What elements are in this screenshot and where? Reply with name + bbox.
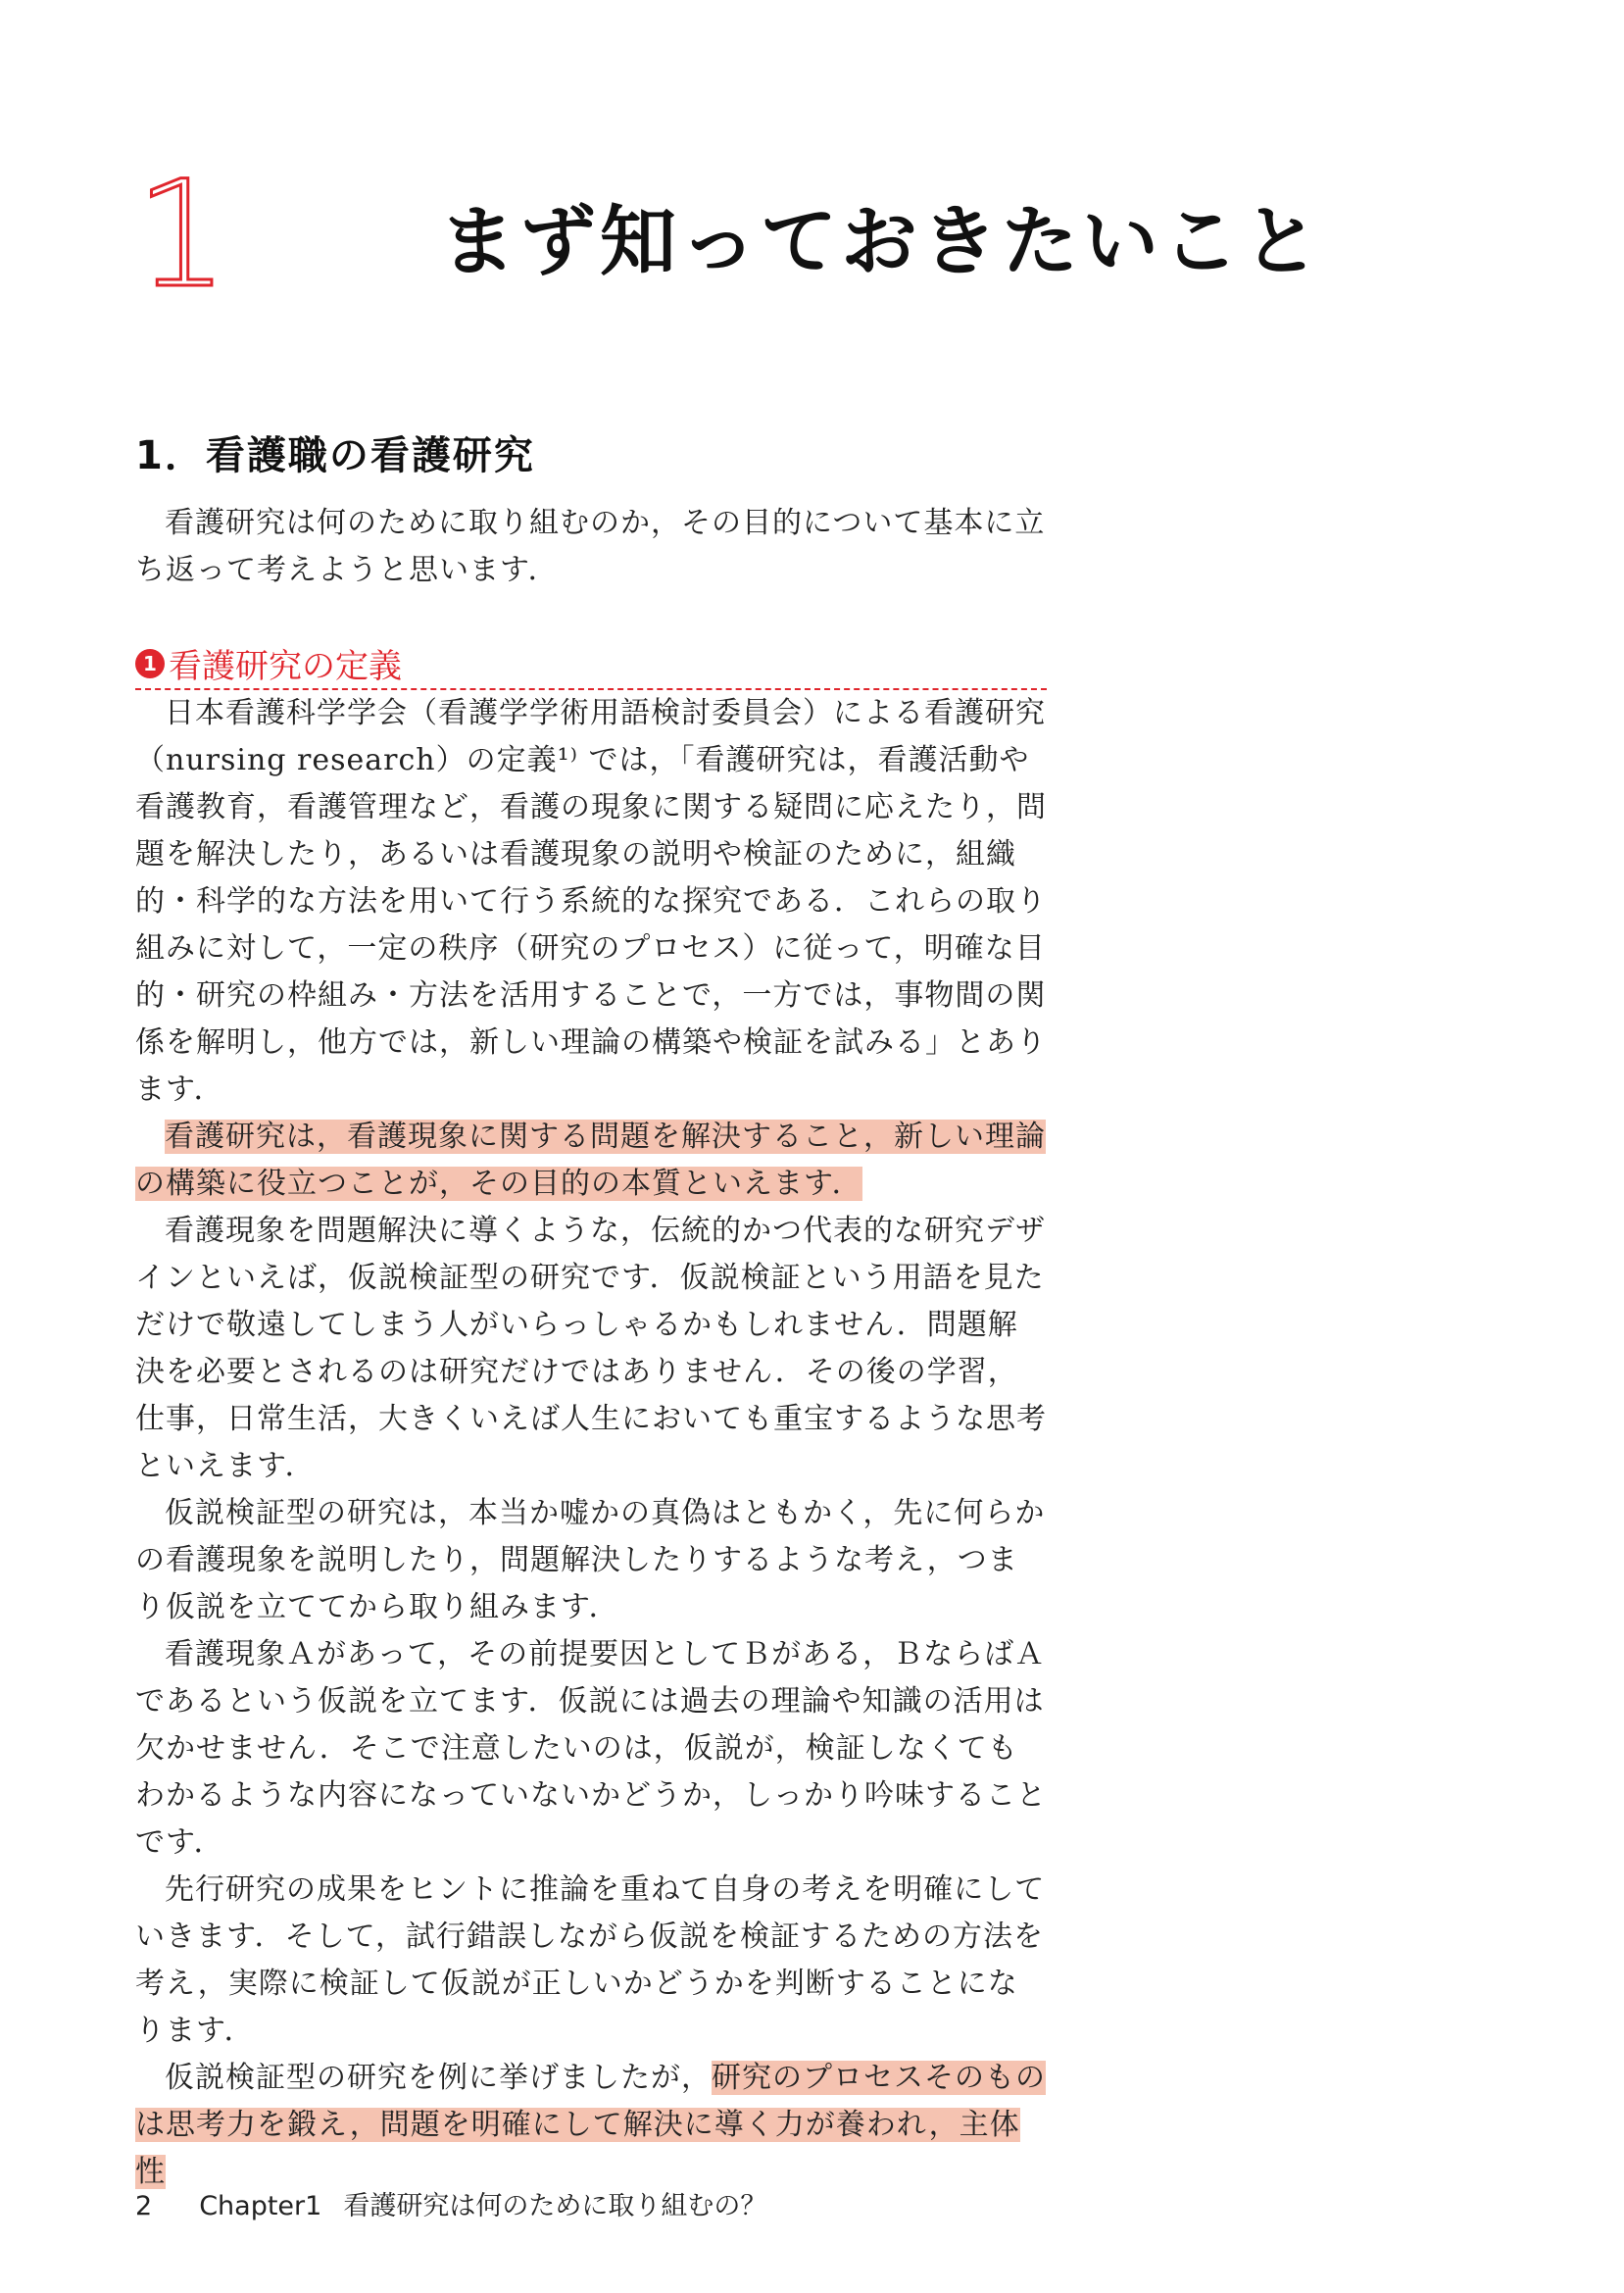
- chapter-number: 1: [135, 150, 229, 321]
- process-plain-text: 仮説検証型の研究を例に挙げましたが，: [165, 2061, 712, 2095]
- hypothesis-paragraph: 看護現象を問題解決に導くような，伝統的かつ代表的な研究デザインといえば，仮説検証型の研究です．仮説検証という用語を見ただけで敬遠してしまう人がいらっしゃるかもしれません．問題解決を必要とされるのは研究だけではありません．その後の学習，仕事，日常生活，大きくいえば人生においても重宝するような思考といえます．: [135, 1214, 1047, 1483]
- numbered-circle-icon: 1: [135, 649, 165, 678]
- highlighted-text: 看護研究は，看護現象に関する問題を解決すること，新しい理論の構築に役立つことが，その目的の本質といえます．: [135, 1120, 1046, 1201]
- section-title: 1．看護職の看護研究: [135, 433, 535, 478]
- chapter-title: まず知っておきたいこと: [439, 198, 1324, 286]
- page-number: 2: [135, 2191, 153, 2221]
- hypothesis-approach-paragraph: 仮説検証型の研究は，本当か嘘かの真偽はともかく，先に何らかの看護現象を説明したり，問題解決したりするような考え，つまり仮説を立ててから取り組みます．: [135, 1496, 1046, 1624]
- body-content: [135, 500, 1047, 2196]
- process-paragraph: [135, 2055, 1047, 2196]
- prior-research-paragraph: 先行研究の成果をヒントに推論を重ねて自身の考えを明確にしていきます．そして，試行錯誤しながら仮説を検証するための方法を考え，実際に検証して仮説が正しいかどうかを判断することになります．: [135, 1872, 1046, 2048]
- footer-chapter-title: 看護研究は何のために取り組むの？: [343, 2191, 767, 2221]
- page-footer: [135, 2184, 766, 2222]
- subsection-title: 看護研究の定義: [169, 647, 402, 686]
- chapter-header: [135, 147, 1323, 324]
- subsection-heading: [135, 639, 1047, 690]
- hypothesis-example-paragraph: 看護現象Ａがあって，その前提要因としてＢがある，ＢならばＡであるという仮説を立てます．仮説には過去の理論や知識の活用は欠かせません．そこで注意したいのは，仮説が，検証しなくてもわかるような内容になっていないかどうか，しっかり吟味することです．: [135, 1637, 1047, 1860]
- highlight-paragraph: [135, 1114, 1047, 1208]
- intro-paragraph: 看護研究は何のために取り組むのか，その目的について基本に立ち返って考えようと思います．: [135, 506, 1046, 587]
- definition-paragraph: 日本看護科学学会（看護学学術用語検討委員会）による看護研究（nursing research）の定義¹⁾ では，「看護研究は，看護活動や看護教育，看護管理など，看護の現象に関する疑問に応えたり，問題を解決したり，あるいは看護現象の説明や検証のために，組織的・科学的な方法を用いて行う系統的な探究である．これらの取り組みに対して，一定の秩序（研究のプロセス）に従って，明確な目的・研究の枠組み・方法を活用することで，一方では，事物間の関係を解明し，他方では，新しい理論の構築や検証を試みる」とあります．: [135, 696, 1047, 1107]
- process-highlighted-text: 研究のプロセスそのものは思考力を鍛え，問題を明確にして解決に導く力が養われ，主体性: [135, 2061, 1046, 2189]
- footer-chapter-label: Chapter1: [199, 2191, 322, 2221]
